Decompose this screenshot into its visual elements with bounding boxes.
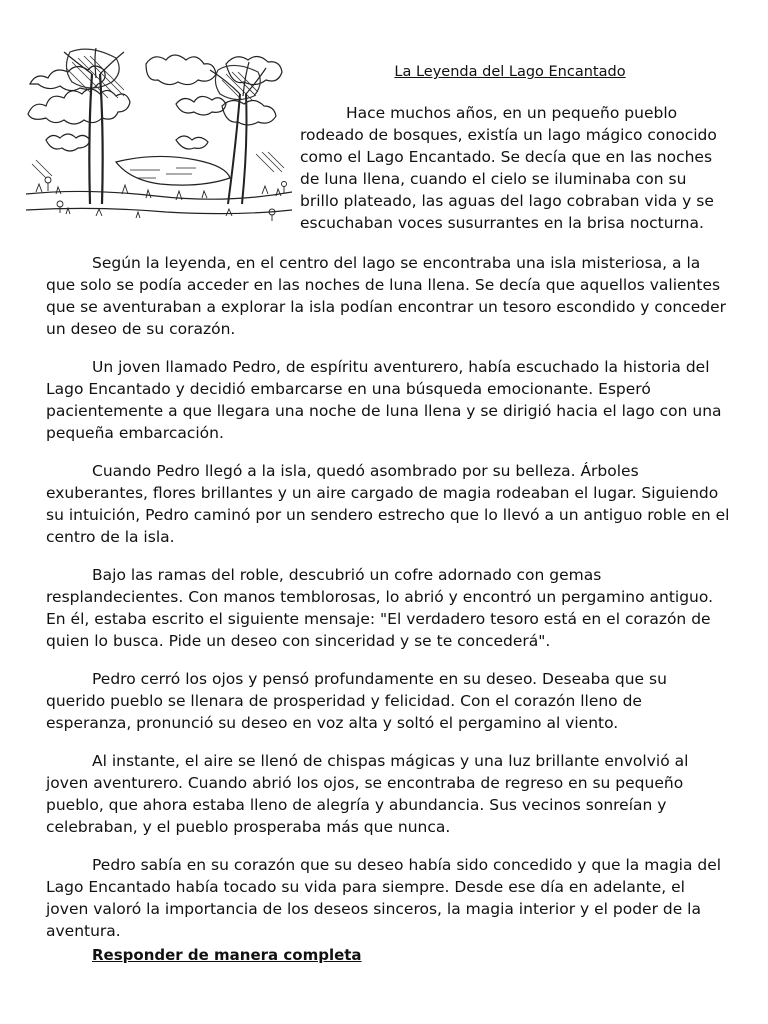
paragraph: Cuando Pedro llegó a la isla, quedó asombrado por su belleza. Árboles exuberantes, flores brillantes y un aire cargado de magia rodeaban el lugar. Siguiendo su intuición, Pedro caminó por un sendero estrecho que lo llevó a un antiguo roble en el centro de la isla.	[46, 462, 730, 546]
forest-lake-illustration	[26, 44, 292, 222]
paragraph: Al instante, el aire se llenó de chispas mágicas y una luz brillante envolvió al joven aventurero. Cuando abrió los ojos, se encontraba de regreso en su pequeño pueblo, que ahora estaba lleno de alegría y abundancia. Sus vecinos sonreían y celebraban, y el pueblo prosperaba más que nunca.	[46, 752, 689, 836]
paragraph: Un joven llamado Pedro, de espíritu aventurero, había escuchado la historia del Lago Encantado y decidió embarcarse en una búsqueda emocionante. Esperó pacientemente a que llegara una noche de luna llena y se dirigió hacia el lago con una pequeña embarcación.	[46, 358, 722, 442]
story-body	[46, 252, 730, 958]
questions-heading: Responder de manera completa	[92, 946, 362, 964]
paragraph: Bajo las ramas del roble, descubrió un cofre adornado con gemas resplandecientes. Con manos temblorosas, lo abrió y encontró un pergamino antiguo. En él, estaba escrito el siguiente mensaje: "El verdadero tesoro está en el corazón de quien lo busca. Pide un deseo con sinceridad y se te concederá".	[46, 566, 714, 650]
document-title: La Leyenda del Lago Encantado	[394, 64, 626, 80]
intro-paragraph: Hace muchos años, en un pequeño pueblo rodeado de bosques, existía un lago mágico conocido como el Lago Encantado. Se decía que en las noches de luna llena, cuando el cielo se iluminaba con su brillo plateado, las aguas del lago cobraban vida y se escuchaban voces susurrantes en la brisa nocturna.	[300, 104, 717, 232]
paragraph: Según la leyenda, en el centro del lago se encontraba una isla misteriosa, a la que solo se podía acceder en las noches de luna llena. Se decía que aquellos valientes que se aventuraban a explorar la isla podían encontrar un tesoro escondido y conceder un deseo de su corazón.	[46, 254, 726, 338]
paragraph: Pedro sabía en su corazón que su deseo había sido concedido y que la magia del Lago Encantado había tocado su vida para siempre. Desde ese día en adelante, el joven valoró la importancia de los deseos sinceros, la magia interior y el poder de la aventura.	[46, 856, 722, 940]
paragraph: Pedro cerró los ojos y pensó profundamente en su deseo. Deseaba que su querido pueblo se llenara de prosperidad y felicidad. Con el corazón lleno de esperanza, pronunció su deseo en voz alta y soltó el pergamino al viento.	[46, 670, 667, 732]
